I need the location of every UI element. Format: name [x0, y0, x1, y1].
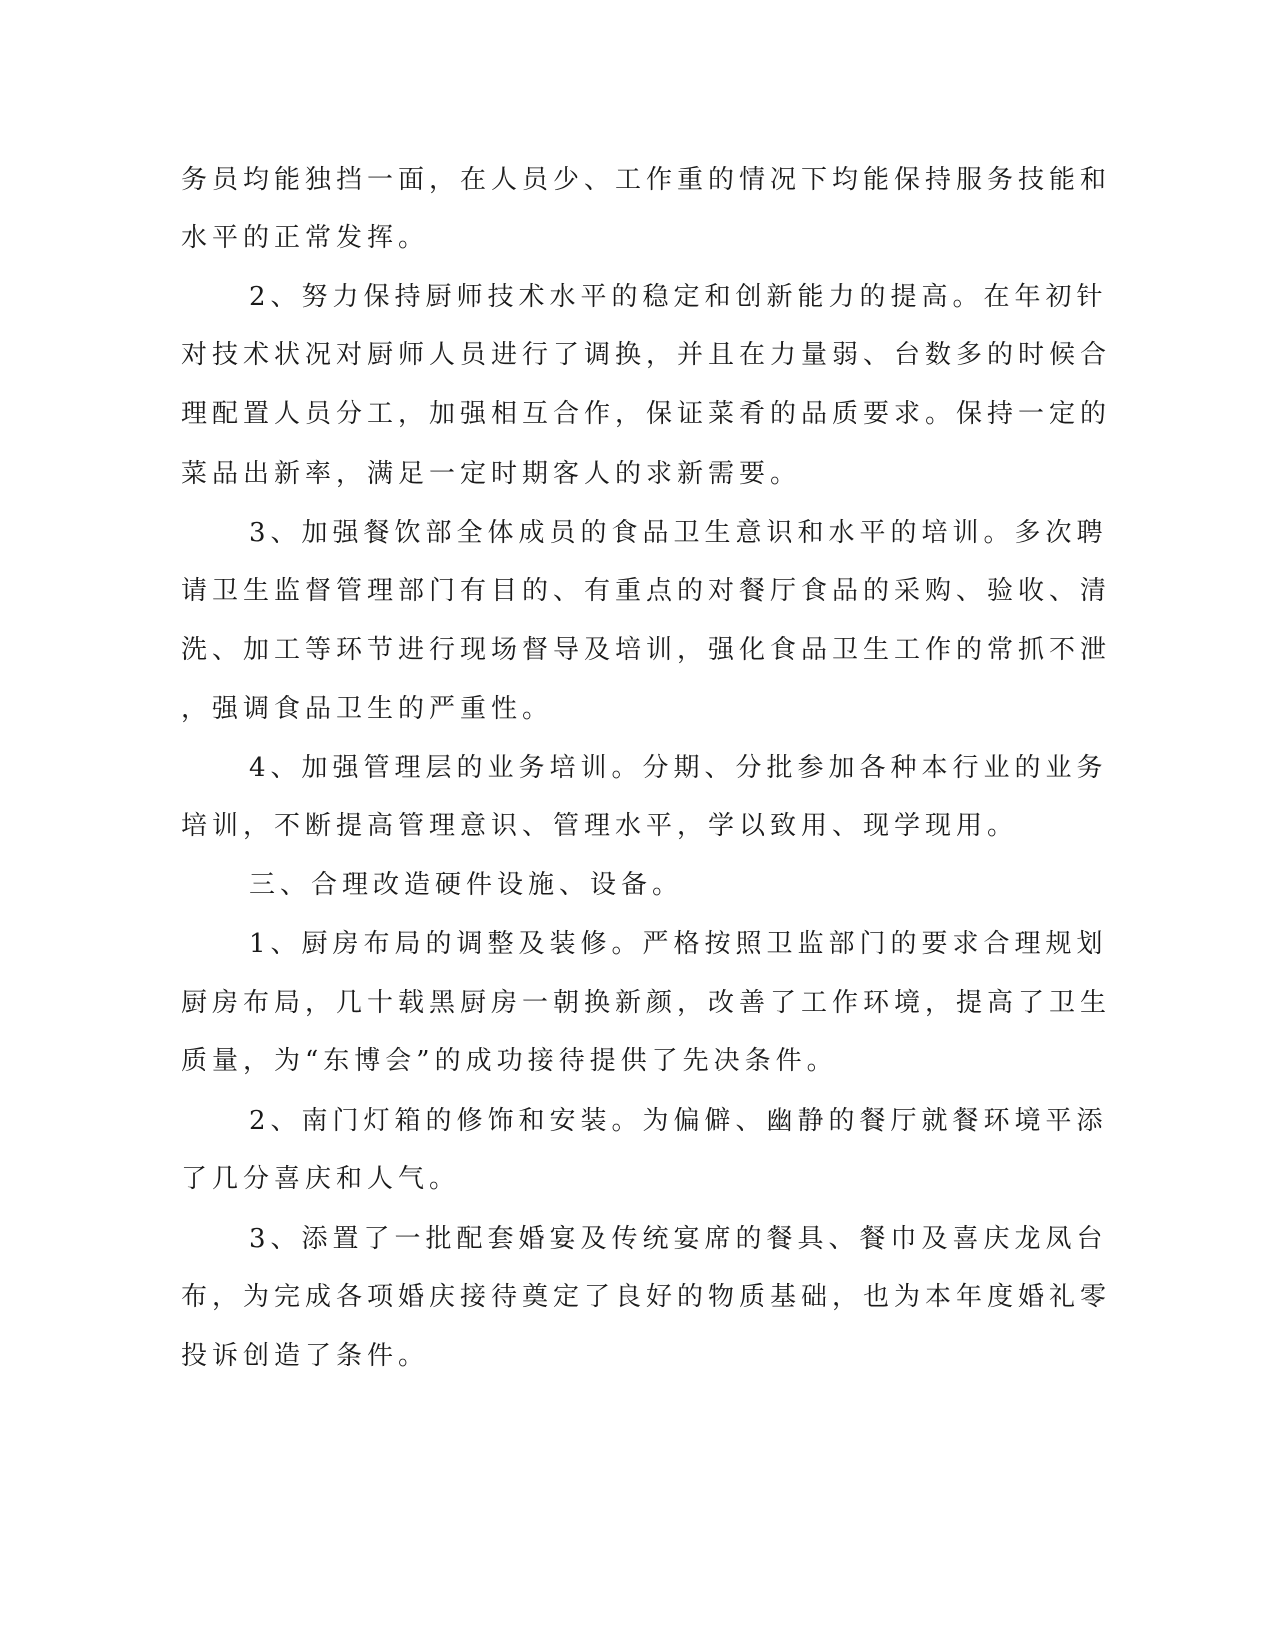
text-line: 3、添置了一批配套婚宴及传统宴席的餐具、餐巾及喜庆龙凤台: [249, 1224, 1108, 1254]
text-line: 投诉创造了条件。: [181, 1341, 430, 1371]
text-line: 2、努力保持厨师技术水平的稳定和创新能力的提高。在年初针: [249, 282, 1108, 312]
text-line: 水平的正常发挥。: [181, 223, 430, 253]
text-line: 3、加强餐饮部全体成员的食品卫生意识和水平的培训。多次聘: [249, 518, 1108, 548]
text-line: 洗、加工等环节进行现场督导及培训，强化食品卫生工作的常抓不泄: [181, 635, 1112, 665]
text-line: 4、加强管理层的业务培训。分期、分批参加各种本行业的业务: [249, 753, 1108, 783]
section-heading: 三、合理改造硬件设施、设备。: [249, 870, 684, 900]
text-line: 务员均能独挡一面，在人员少、工作重的情况下均能保持服务技能和: [181, 165, 1112, 195]
text-line: 1、厨房布局的调整及装修。严格按照卫监部门的要求合理规划: [249, 929, 1108, 959]
text-line: ，强调食品卫生的严重性。: [181, 694, 554, 724]
text-line: 请卫生监督管理部门有目的、有重点的对餐厅食品的采购、验收、清: [181, 576, 1112, 606]
text-line: 2、南门灯箱的修饰和安装。为偏僻、幽静的餐厅就餐环境平添: [249, 1106, 1108, 1136]
text-line: 质量，为“东博会”的成功接待提供了先决条件。: [181, 1046, 838, 1076]
text-line: 了几分喜庆和人气。: [181, 1164, 461, 1194]
text-line: 厨房布局，几十载黑厨房一朝换新颜，改善了工作环境，提高了卫生: [181, 988, 1112, 1018]
text-line: 对技术状况对厨师人员进行了调换，并且在力量弱、台数多的时候合: [181, 340, 1112, 370]
text-line: 菜品出新率，满足一定时期客人的求新需要。: [181, 459, 802, 489]
text-line: 布，为完成各项婚庆接待奠定了良好的物质基础，也为本年度婚礼零: [181, 1282, 1112, 1312]
text-line: 理配置人员分工，加强相互合作，保证菜肴的品质要求。保持一定的: [181, 399, 1112, 429]
text-line: 培训，不断提高管理意识、管理水平，学以致用、现学现用。: [181, 811, 1019, 841]
